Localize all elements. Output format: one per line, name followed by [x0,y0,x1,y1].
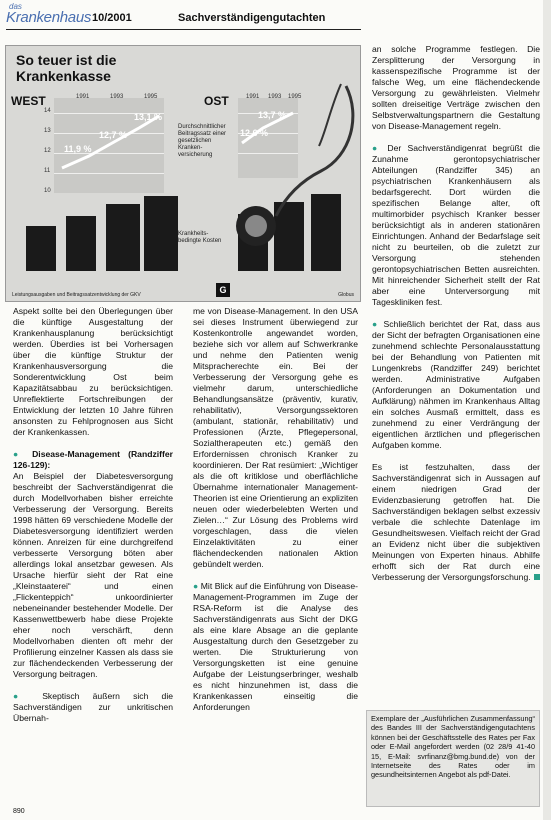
west-bar-4 [144,196,178,271]
text-column-3 [372,44,540,594]
west-ytick: 14 [44,108,51,114]
west-bar-3 [106,204,140,271]
masthead-logo: Krankenhaus [6,9,92,26]
west-ytick: 13 [44,128,51,134]
globus-logo: G [216,283,230,297]
figure-credit: Globus [338,292,354,298]
west-label: WEST [11,94,46,108]
subheading-disease-management: ● Disease-Management (Randziffer 126-129): [13,449,173,470]
text-column-1 [13,306,173,735]
info-box: Exemplare der „Ausführlichen Zusammenfassung“ des Bandes III der Sachverständigengutachtens können bei der Geschäftsstelle des Rates per Fax oder E-Mail angefordert werden (02 28/9 41-40 15, E-Mail: svrfinanz@bmg.bund.de) von der Internetseite des Rates oder im gesundheitsinternen Angebot als pdf-Datei. [366,710,540,807]
section-title: Sachverständigengutachten [178,12,326,24]
infographic [5,45,361,302]
paragraph: ● Skeptisch äußern sich die Sachverständigen zur unkritischen Übernah- [13,691,174,723]
page-edge [543,0,551,820]
paragraph: an solche Programme festlegen. Die Zersplitterung der Versorgung in kassenspezifische Programme ist der falsche Weg, um eine flächendeckende Versorgung zu gewährleisten. Vielmehr sollten dreiseitige Verträge zwischen den Selbstverwaltungspartnern die Gestaltung von Disease-Management regeln. [372,44,540,131]
west-bar-1 [26,226,56,271]
header-rule [6,29,361,30]
issue-number: 10/2001 [92,12,132,24]
paragraph: Aspekt sollte bei den Überlegungen über die künftige Ausgestaltung der Krankenhausplanung berücksichtigt werden. Überdies ist bei Vorhersagen über die künftige Struktur der Krankenhausversorgung die Sonderentwicklung Ost beim Kapazitätsabbau zu berücksichtigen. Unreflektierte Fortschreibungen der Entwicklung der letzten 10 Jahre führen ansonsten zu Fehlprognosen aus Sicht der Krankenkassen. [13,306,173,437]
east-pct-1: 12,6 % [240,128,269,138]
west-ytick: 10 [44,188,51,194]
west-chart-panel [54,98,164,193]
page-number: 890 [13,808,25,815]
east-year-3: 1995 [288,94,302,100]
west-pct-3: 13,1 % [134,112,163,122]
text-column-2 [193,306,358,724]
stethoscope-illustration [191,76,361,276]
east-year-2: 1993 [268,94,282,100]
east-pct-2: 13,7 % [258,110,287,120]
paragraph: me von Disease-Management. In den USA sei dieses Instrument überwiegend zur Kostenkontrolle angewandet worden, beziehe sich vor allem auf Schwerkranke und nehme den Patienten wenig Mitspracherechte ein. Bei der Verbesserung der Versorgung gehe es vielmehr darum, unterschiedliche Behandlungsansätze (präventiv, kurativ, rehabilitativ), Versorgungssektoren (ambulant, stationär, rehabilitativ) und Professionen (Ärzte, Pflegepersonal, Sozialtherapeuten etc.) gemäß den Erfordernissen chronisch Kranker zu koordinieren. Der Rat resümiert: „Wichtiger als die oft kritiklose und oberflächliche Übernahme internationaler Management-Theorien ist eine Orientierung an expliziten neuen oder wiederbelebten Werten und Zielen…“ Zur Lösung des Problems wird vorgeschlagen, dass die vielen Einzelaktivitäten zu einer flächendeckenden nationalen Aktion gebündelt werden. [193,306,358,569]
west-year-3: 1995 [144,94,158,100]
east-label: OST [204,94,229,108]
west-bar-2 [66,216,96,271]
note-avg-contribution: Durchschnittlicher Beitragssatz einer gesetzlichen Kranken-versicherung [178,124,227,158]
note-costs: Krankheits-bedingte Kosten [178,231,222,244]
east-year-1: 1991 [246,94,260,100]
paragraph: ● Schließlich berichtet der Rat, dass aus der Sicht der befragten Organisationen eine zunehmend schlechte Personalausstattung bei der Behandlung von Patienten mit Lungenkrebs (Randziffer 249) berichtet werden. Administrative Aufgaben (Anforderungen an Dokumentation und Aufklärung) nähmen im Krankenhaus Alltag ein solches Ausmaß ermittelt, dass es zunehmend zu einer Verdrängung der eigentlichen ärztlichen und pflegerischen Aufgaben komme. [372,319,541,450]
figure-title: So teuer ist die Krankenkasse [16,52,117,84]
end-mark-icon [534,574,540,580]
paragraph: ● Mit Blick auf die Einführung von Disease-Management-Programmen im Zuge der RSA-Reform ist die Analyse des Sachverständigenrats aus Sicht der DKG als eine klare Absage an die geplante Ausgestaltung durch den Gesetzgeber zu werten. Die Strukturierung von Versorgungsketten ist eine genuine Aufgabe der Leistungserbringer, weshalb es nicht hinzunehmen ist, dass die Krankenkassen einseitig die Anforderungen [193,581,358,712]
paragraph: An Beispiel der Diabetesversorgung beschreibt der Sachverständigenrat die durch Modellvorhaben bisher erreichte Verbesserung der Versorgung. Bereits 1998 hätten 69 verschiedene Modelle der Diabetesversorgung identifiziert werden können. Anreizen für eine durchgreifend verbesserte Versorgung böten aber allerdings lokal ansetzbar gewesen. Als Ursache hierfür sieht der Rat eine „Kleinstaaterei“ und einen „Flickenteppich“ unkoordinierter nebeneinander bestehender Modelle. Der Kassenwettbewerb habe diese Projekte eher noch verschärft, denn Modellvorhaben dienten oft mehr der Profilierung einzelner Kassen als dass sie zur flächendeckenden Verbesserung der Versorgung beitragen. [13,471,173,679]
west-pct-2: 12,7 % [99,130,128,140]
west-year-1: 1991 [76,94,90,100]
west-ytick: 11 [44,168,51,174]
paragraph: ● Der Sachverständigenrat begrüßt die Zunahme gerontopsychiatrischer Abteilungen (Randziffer 345) an psychiatrischen Krankenhäusern als bedarfsgerecht. Dort würden die spezifischen Belange alter, oft multimorbider psychisch Kranker besser berücksichtigt als in anderen stationären Einrichtungen. Anhand der Bedarfslage seit nicht zu beurteilen, ob die zuletzt zur Versorgung stehenden gerontopsychiatrischen Betten ausreichten. Mit hinreichender Sicherheit stellt der Rat aber eine Unterversorgung mit Tageskliniken fest. [372,143,541,307]
paragraph: Es ist festzuhalten, dass der Sachverständigenrat sich in Aussagen auf einem niedrigen Grad der Evidenzbasierung getroffen hat. Die Sachverständigen beklagen selbst exzessiv verbale die schlechte Datenlage im Gesundheitswesen. Vielfach reicht der Grad an Evidenz nicht über die subjektiven Meinungen von Experten hinaus. Abhilfe erhofft sich der Rat durch eine Verbesserung der Versorgungsforschung. [372,462,540,582]
west-year-2: 1993 [110,94,124,100]
west-pct-1: 11,9 % [64,144,92,154]
west-ytick: 12 [44,148,51,154]
masthead-small-text: das [9,2,22,11]
figure-source: Leistungsausgaben und Beitragssatzentwicklung der GKV [12,292,141,298]
